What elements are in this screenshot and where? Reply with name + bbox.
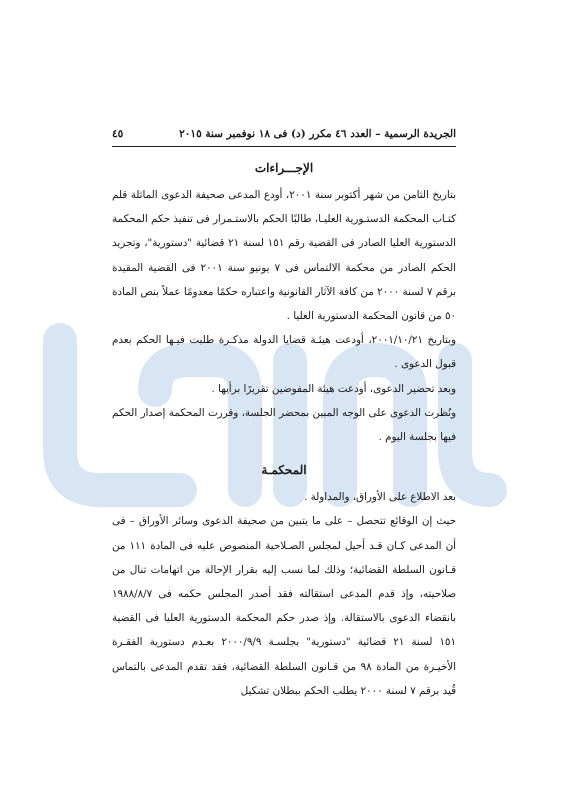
court-heading: المحكمـة <box>261 463 307 478</box>
header-title: الجريدة الرسمية – العدد ٤٦ مكرر (د) فى ١٨ نوفمبر سنة ٢٠١٥ <box>179 128 456 140</box>
page-number: ٤٥ <box>112 128 124 140</box>
paragraph-facts: حيث إن الوقائع تتحصل – على ما يتبين من صحيفة الدعوى وسائر الأوراق – فى أن المدعى كـان قـد أحيل لمجلس الصـلاحية المنصوص عليه فى المادة ١١١ من قـانون السلطة القضائية؛ وذلك لما نسب إليه بقرار الإحالة من اتهامات تنال من صلاحيته، وإذ قدم المدعى استقالته فقد أصدر المجلس حكمه فى ١٩٨٨/٨/٧ بانقضاء الدعوى بالاستقالة. وإذ صدر حكم المحكمة الدستورية العليا فى القضية ١٥١ لسنة ٢١ قضائية "دستورية" بجلسـة ٢٠٠٠/٩/٩ بعـدم دستورية الفقـرة الأخيـرة من المادة ٩٨ من قـانون السلطة القضائية، فقد تقدم المدعى بالتماس قُيد برقم ٧ لسنة ٢٠٠٠ يطلب الحكم ببطلان تشكيل <box>112 515 456 697</box>
paragraph-commissioners-report: وبعد تحضير الدعوى، أودعت هيئة المفوضين تقريرًا برأيها . <box>211 382 456 395</box>
paragraph-hearing: ونُظرت الدعوى على الوجه المبين بمحضر الجلسة، وقررت المحكمة إصدار الحكم فيها بجلسة اليوم . <box>112 406 456 444</box>
paragraph-review: بعد الاطلاع على الأوراق، والمداولة . <box>304 491 456 504</box>
document-page <box>112 128 456 703</box>
procedures-heading: الإجـــراءات <box>254 161 314 175</box>
paragraph-state-memo: وبتاريخ ٢٠٠١/١٠/٢١، أودعت هيئـة قضايا الدولة مذكـرة طلبت فيـها الحكم بعدم قبول الدعوى . <box>112 334 456 371</box>
paragraph-filing: بتاريخ الثامن من شهر أكتوبر سنة ٢٠٠١، أودع المدعى صحيفة الدعوى الماثلة قلم كتـاب المحكمة الدستـورية العليـا، طالبًا الحكم بالاستـمرار فى تنفيذ حكم المحكمة الدستورية العليا الصادر فى القضية رقم ١٥١ لسنة ٢١ قضائية "دستورية"، وتجريد الحكم الصادر من محكمة الالتماس فى ٧ يونيو سنة ٢٠٠١ فى القضية المقيدة برقم ٧ لسنة ٢٠٠٠ من كافة الآثار القانونية واعتباره حكمًا معدومًا عملاً بنص المادة ٥٠ من قانون المحكمة الدستورية العليا . <box>112 189 457 323</box>
page-header <box>112 128 456 147</box>
